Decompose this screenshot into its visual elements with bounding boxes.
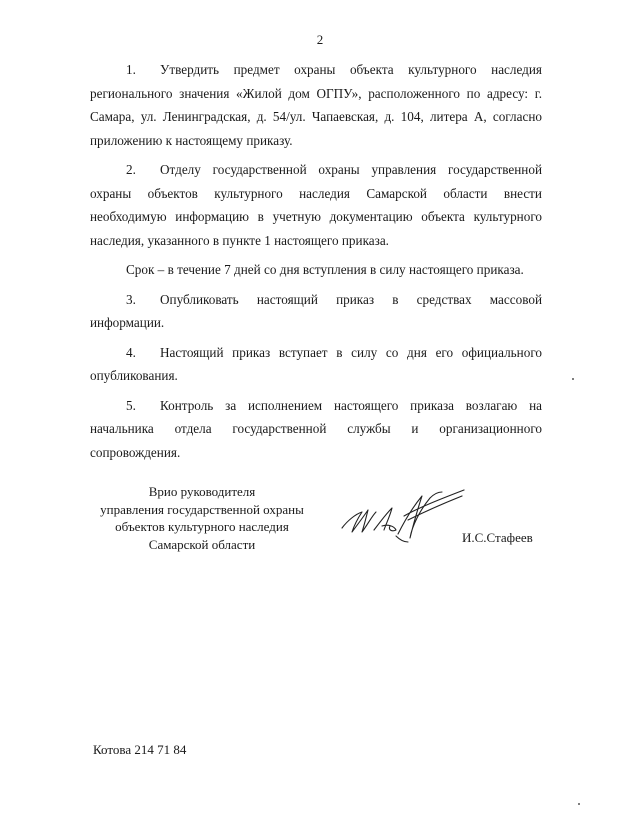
signer-name: И.С.Стафеев xyxy=(462,530,533,545)
paragraph-5 xyxy=(90,394,542,465)
signatory-title-line: Врио руководителя xyxy=(148,484,256,499)
paragraph-text: Контроль за исполнением настоящего приказа возлагаю на начальника отдела государственной службы и организационного сопровождения. xyxy=(90,397,542,460)
signatory-title-line: управления государственной охраны xyxy=(100,501,304,517)
paragraph-text: Срок – в течение 7 дней со дня вступления в силу настоящего приказа. xyxy=(126,262,524,277)
paragraph-number: 5. xyxy=(126,397,136,413)
contact-info: Котова 214 71 84 xyxy=(93,742,187,757)
page-number: 2 xyxy=(316,32,324,47)
paragraph-number: 1. xyxy=(126,62,136,77)
signatory-title-line: объектов культурного наследия xyxy=(115,519,289,534)
paragraph-number: 4. xyxy=(126,344,136,360)
paragraph-2 xyxy=(90,158,542,252)
paragraph-4 xyxy=(90,341,542,388)
paragraph-deadline xyxy=(90,258,542,282)
paragraph-number: 3. xyxy=(126,291,136,307)
paragraph-text: Опубликовать настоящий приказ в средствах массовой информации. xyxy=(90,291,542,330)
paragraph-number: 2. xyxy=(126,162,136,177)
scan-speck xyxy=(572,378,574,380)
scan-speck xyxy=(578,803,580,805)
order-body xyxy=(90,58,542,470)
paragraph-text: Отделу государственной охраны управления государственной охраны объектов культурного наследия Самарской области внести необходимую информацию в учетную документацию объекта культурного наследия, указанного в пункте 1 настоящего приказа. xyxy=(90,162,542,248)
handwritten-signature xyxy=(338,486,468,548)
paragraph-3 xyxy=(90,288,542,335)
paragraph-1 xyxy=(90,58,542,152)
signatory-title-line: Самарской области xyxy=(148,536,256,552)
signatory-title xyxy=(82,483,322,553)
paragraph-text: Утвердить предмет охраны объекта культурного наследия регионального значения «Жилой дом ОГПУ», расположенного по адресу: г. Самара, ул. Ленинградская, д. 54/ул. Чапаевская, д. 104, литера А, согласно приложению к настоящему приказу. xyxy=(90,62,542,148)
paragraph-text: Настоящий приказ вступает в силу со дня его официального опубликования. xyxy=(90,344,542,383)
